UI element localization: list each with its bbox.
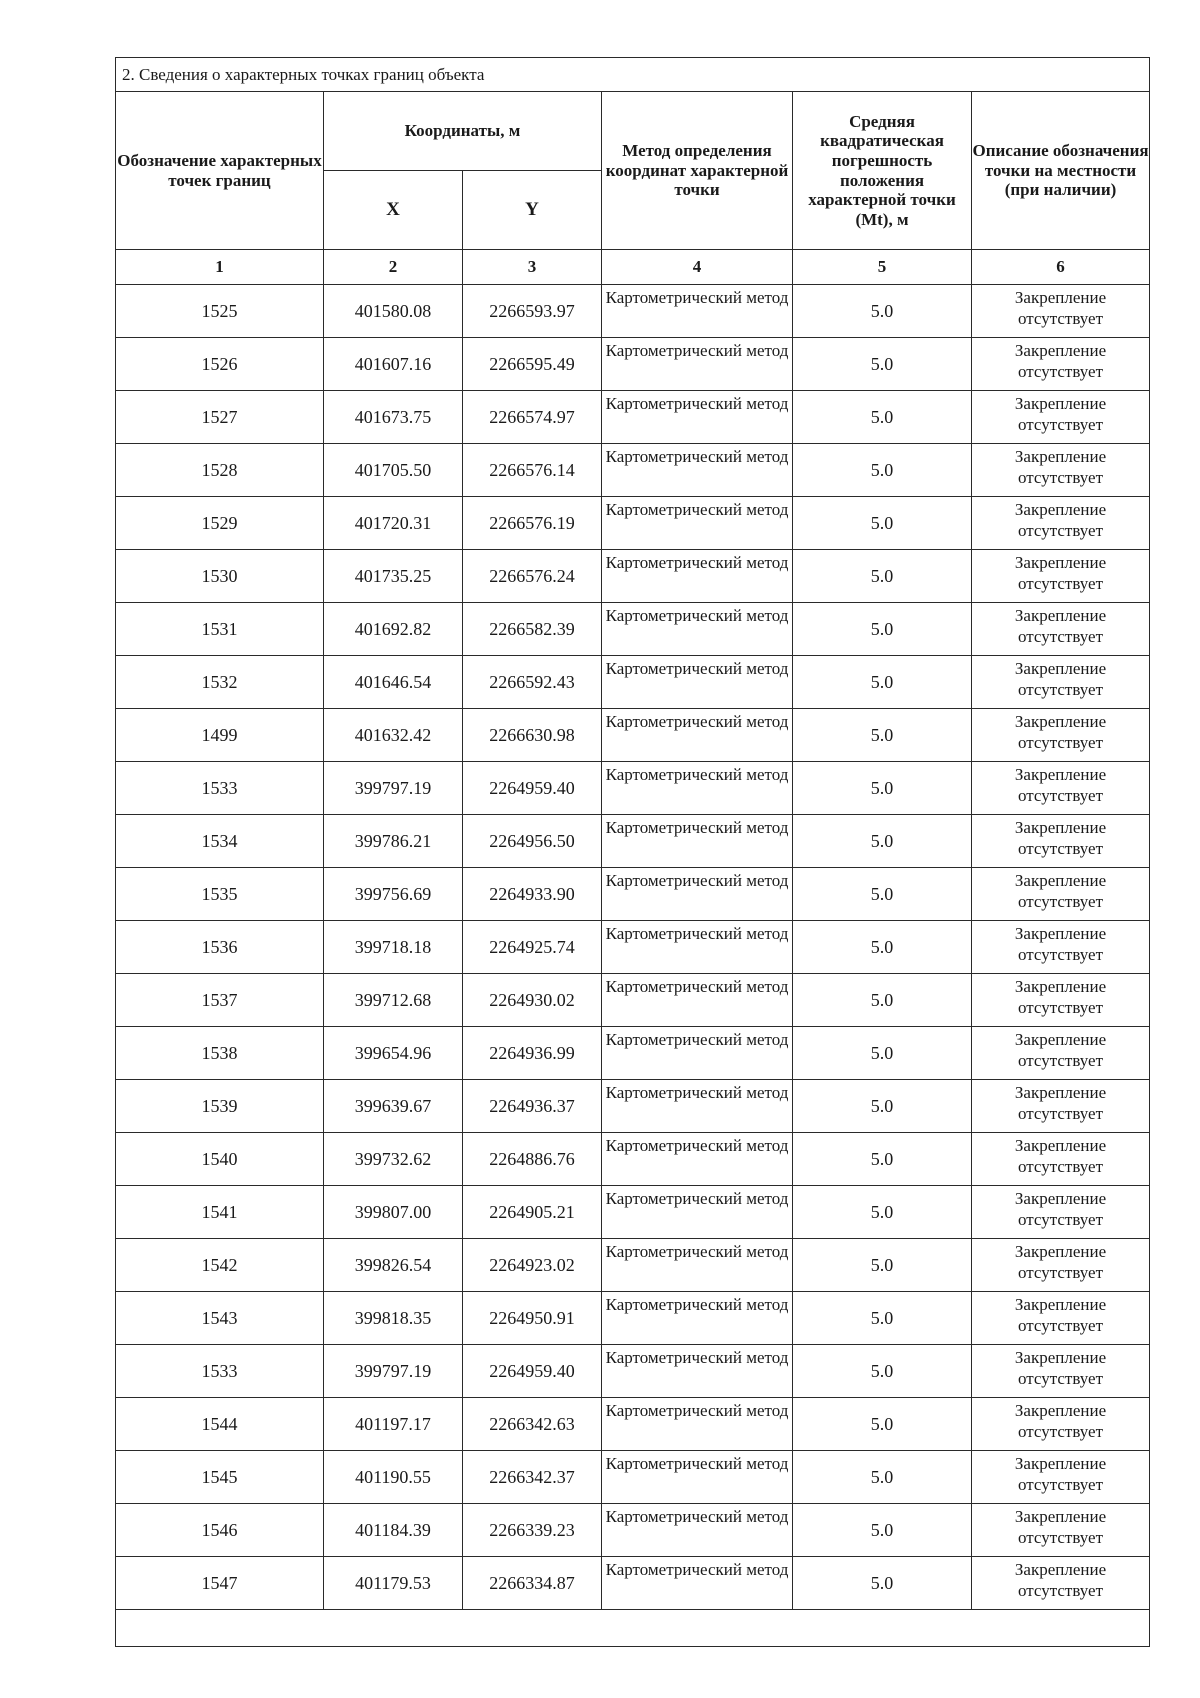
column-number: 4 [602, 250, 793, 285]
cell-point: 1533 [116, 1345, 324, 1398]
table-row [116, 285, 1150, 338]
cell-error: 5.0 [793, 603, 972, 656]
cell-description: Закрепление отсутствует [972, 656, 1150, 709]
table-row [116, 1504, 1150, 1557]
cell-description: Закрепление отсутствует [972, 868, 1150, 921]
cell-description: Закрепление отсутствует [972, 550, 1150, 603]
cell-y: 2264923.02 [463, 1239, 602, 1292]
cell-method: Картометрический метод [602, 391, 793, 444]
cell-point: 1532 [116, 656, 324, 709]
cell-error: 5.0 [793, 762, 972, 815]
header-coordinates: Координаты, м [324, 92, 602, 171]
cell-x: 401673.75 [324, 391, 463, 444]
section-title: 2. Сведения о характерных точках границ объекта [116, 58, 1150, 92]
column-number: 2 [324, 250, 463, 285]
cell-y: 2266334.87 [463, 1557, 602, 1610]
table-row [116, 1398, 1150, 1451]
cell-error: 5.0 [793, 1027, 972, 1080]
cell-method: Картометрический метод [602, 285, 793, 338]
cell-method: Картометрический метод [602, 1186, 793, 1239]
cell-y: 2264930.02 [463, 974, 602, 1027]
table-row [116, 762, 1150, 815]
cell-point: 1525 [116, 285, 324, 338]
cell-point: 1499 [116, 709, 324, 762]
cell-x: 401607.16 [324, 338, 463, 391]
cell-x: 399786.21 [324, 815, 463, 868]
cell-y: 2264956.50 [463, 815, 602, 868]
cell-x: 401735.25 [324, 550, 463, 603]
cell-description: Закрепление отсутствует [972, 338, 1150, 391]
cell-error: 5.0 [793, 1080, 972, 1133]
cell-point: 1544 [116, 1398, 324, 1451]
cell-y: 2266339.23 [463, 1504, 602, 1557]
cell-error: 5.0 [793, 1557, 972, 1610]
table-row [116, 603, 1150, 656]
cell-y: 2266574.97 [463, 391, 602, 444]
cell-error: 5.0 [793, 868, 972, 921]
table-row [116, 1345, 1150, 1398]
cell-x: 401197.17 [324, 1398, 463, 1451]
cell-error: 5.0 [793, 1398, 972, 1451]
cell-y: 2264936.99 [463, 1027, 602, 1080]
cell-x: 399826.54 [324, 1239, 463, 1292]
empty-row [116, 1610, 1150, 1647]
cell-method: Картометрический метод [602, 1027, 793, 1080]
cell-point: 1540 [116, 1133, 324, 1186]
table-row [116, 656, 1150, 709]
cell-method: Картометрический метод [602, 974, 793, 1027]
header-error: Средняя квадратическая погрешность положения характерной точки (Mt), м [793, 92, 972, 250]
cell-error: 5.0 [793, 338, 972, 391]
cell-method: Картометрический метод [602, 1451, 793, 1504]
cell-method: Картометрический метод [602, 656, 793, 709]
cell-error: 5.0 [793, 1345, 972, 1398]
cell-description: Закрепление отсутствует [972, 444, 1150, 497]
cell-y: 2264936.37 [463, 1080, 602, 1133]
cell-method: Картометрический метод [602, 1398, 793, 1451]
table-row [116, 444, 1150, 497]
cell-x: 399807.00 [324, 1186, 463, 1239]
table-row [116, 1133, 1150, 1186]
cell-error: 5.0 [793, 921, 972, 974]
cell-description: Закрепление отсутствует [972, 391, 1150, 444]
cell-x: 399654.96 [324, 1027, 463, 1080]
cell-y: 2264950.91 [463, 1292, 602, 1345]
cell-description: Закрепление отсутствует [972, 974, 1150, 1027]
cell-description: Закрепление отсутствует [972, 1451, 1150, 1504]
cell-error: 5.0 [793, 1186, 972, 1239]
cell-error: 5.0 [793, 974, 972, 1027]
header-x: X [324, 171, 463, 250]
cell-y: 2266576.14 [463, 444, 602, 497]
cell-x: 399639.67 [324, 1080, 463, 1133]
column-number: 1 [116, 250, 324, 285]
column-number: 6 [972, 250, 1150, 285]
cell-x: 401184.39 [324, 1504, 463, 1557]
table-row [116, 868, 1150, 921]
cell-description: Закрепление отсутствует [972, 1027, 1150, 1080]
cell-method: Картометрический метод [602, 921, 793, 974]
cell-error: 5.0 [793, 709, 972, 762]
cell-method: Картометрический метод [602, 1080, 793, 1133]
cell-y: 2264905.21 [463, 1186, 602, 1239]
cell-x: 401692.82 [324, 603, 463, 656]
cell-x: 399718.18 [324, 921, 463, 974]
cell-method: Картометрический метод [602, 497, 793, 550]
cell-description: Закрепление отсутствует [972, 1345, 1150, 1398]
cell-x: 401720.31 [324, 497, 463, 550]
table-row [116, 974, 1150, 1027]
cell-error: 5.0 [793, 550, 972, 603]
cell-point: 1538 [116, 1027, 324, 1080]
table-body [116, 285, 1150, 1647]
cell-error: 5.0 [793, 391, 972, 444]
table-row [116, 1186, 1150, 1239]
cell-method: Картометрический метод [602, 1239, 793, 1292]
column-number: 3 [463, 250, 602, 285]
cell-method: Картометрический метод [602, 868, 793, 921]
cell-method: Картометрический метод [602, 1557, 793, 1610]
cell-description: Закрепление отсутствует [972, 1080, 1150, 1133]
cell-x: 401190.55 [324, 1451, 463, 1504]
cell-y: 2266592.43 [463, 656, 602, 709]
cell-y: 2266595.49 [463, 338, 602, 391]
cell-method: Картометрический метод [602, 550, 793, 603]
cell-x: 399732.62 [324, 1133, 463, 1186]
document-page [115, 57, 1149, 1647]
table-row [116, 1080, 1150, 1133]
cell-error: 5.0 [793, 1504, 972, 1557]
cell-description: Закрепление отсутствует [972, 603, 1150, 656]
table-row [116, 1027, 1150, 1080]
header-y: Y [463, 171, 602, 250]
cell-x: 399797.19 [324, 762, 463, 815]
table-row [116, 709, 1150, 762]
boundary-points-table [115, 57, 1150, 1647]
cell-y: 2266576.24 [463, 550, 602, 603]
cell-point: 1543 [116, 1292, 324, 1345]
cell-x: 401646.54 [324, 656, 463, 709]
cell-x: 399712.68 [324, 974, 463, 1027]
cell-point: 1533 [116, 762, 324, 815]
cell-method: Картометрический метод [602, 603, 793, 656]
table-row [116, 1239, 1150, 1292]
empty-cell [116, 1610, 1150, 1647]
cell-method: Картометрический метод [602, 815, 793, 868]
column-number: 5 [793, 250, 972, 285]
table-row [116, 550, 1150, 603]
cell-point: 1526 [116, 338, 324, 391]
cell-error: 5.0 [793, 815, 972, 868]
cell-error: 5.0 [793, 1451, 972, 1504]
cell-error: 5.0 [793, 1239, 972, 1292]
cell-y: 2264933.90 [463, 868, 602, 921]
cell-point: 1539 [116, 1080, 324, 1133]
cell-point: 1542 [116, 1239, 324, 1292]
cell-error: 5.0 [793, 497, 972, 550]
cell-description: Закрепление отсутствует [972, 1239, 1150, 1292]
cell-method: Картометрический метод [602, 1133, 793, 1186]
cell-x: 399756.69 [324, 868, 463, 921]
cell-x: 401179.53 [324, 1557, 463, 1610]
header-method: Метод определения координат характерной точки [602, 92, 793, 250]
cell-x: 401580.08 [324, 285, 463, 338]
cell-x: 399818.35 [324, 1292, 463, 1345]
cell-y: 2264959.40 [463, 1345, 602, 1398]
cell-x: 399797.19 [324, 1345, 463, 1398]
header-description: Описание обозначения точки на местности (при наличии) [972, 92, 1150, 250]
cell-point: 1541 [116, 1186, 324, 1239]
cell-y: 2266582.39 [463, 603, 602, 656]
cell-description: Закрепление отсутствует [972, 921, 1150, 974]
cell-y: 2266593.97 [463, 285, 602, 338]
cell-method: Картометрический метод [602, 1292, 793, 1345]
table-row [116, 921, 1150, 974]
header-point: Обозначение характерных точек границ [116, 92, 324, 250]
cell-point: 1536 [116, 921, 324, 974]
cell-error: 5.0 [793, 444, 972, 497]
cell-description: Закрепление отсутствует [972, 497, 1150, 550]
cell-y: 2266576.19 [463, 497, 602, 550]
cell-y: 2266630.98 [463, 709, 602, 762]
cell-description: Закрепление отсутствует [972, 815, 1150, 868]
cell-point: 1534 [116, 815, 324, 868]
cell-description: Закрепление отсутствует [972, 762, 1150, 815]
cell-point: 1535 [116, 868, 324, 921]
cell-description: Закрепление отсутствует [972, 285, 1150, 338]
table-row [116, 338, 1150, 391]
cell-error: 5.0 [793, 656, 972, 709]
cell-y: 2266342.37 [463, 1451, 602, 1504]
cell-error: 5.0 [793, 1292, 972, 1345]
table-row [116, 1451, 1150, 1504]
table-row [116, 815, 1150, 868]
cell-description: Закрепление отсутствует [972, 1504, 1150, 1557]
cell-method: Картометрический метод [602, 1345, 793, 1398]
cell-description: Закрепление отсутствует [972, 1557, 1150, 1610]
cell-point: 1527 [116, 391, 324, 444]
table-row [116, 1292, 1150, 1345]
cell-point: 1529 [116, 497, 324, 550]
cell-method: Картометрический метод [602, 444, 793, 497]
cell-error: 5.0 [793, 1133, 972, 1186]
cell-y: 2264959.40 [463, 762, 602, 815]
cell-description: Закрепление отсутствует [972, 1398, 1150, 1451]
cell-point: 1546 [116, 1504, 324, 1557]
cell-point: 1531 [116, 603, 324, 656]
cell-method: Картометрический метод [602, 1504, 793, 1557]
cell-y: 2266342.63 [463, 1398, 602, 1451]
cell-y: 2264886.76 [463, 1133, 602, 1186]
cell-point: 1530 [116, 550, 324, 603]
cell-method: Картометрический метод [602, 762, 793, 815]
cell-description: Закрепление отсутствует [972, 709, 1150, 762]
column-numbers-row [116, 250, 1150, 285]
cell-description: Закрепление отсутствует [972, 1133, 1150, 1186]
cell-point: 1545 [116, 1451, 324, 1504]
cell-description: Закрепление отсутствует [972, 1186, 1150, 1239]
table-row [116, 391, 1150, 444]
table-row [116, 1557, 1150, 1610]
cell-point: 1528 [116, 444, 324, 497]
cell-method: Картометрический метод [602, 338, 793, 391]
cell-x: 401632.42 [324, 709, 463, 762]
cell-x: 401705.50 [324, 444, 463, 497]
cell-point: 1537 [116, 974, 324, 1027]
table-row [116, 497, 1150, 550]
cell-description: Закрепление отсутствует [972, 1292, 1150, 1345]
cell-method: Картометрический метод [602, 709, 793, 762]
cell-y: 2264925.74 [463, 921, 602, 974]
cell-point: 1547 [116, 1557, 324, 1610]
cell-error: 5.0 [793, 285, 972, 338]
